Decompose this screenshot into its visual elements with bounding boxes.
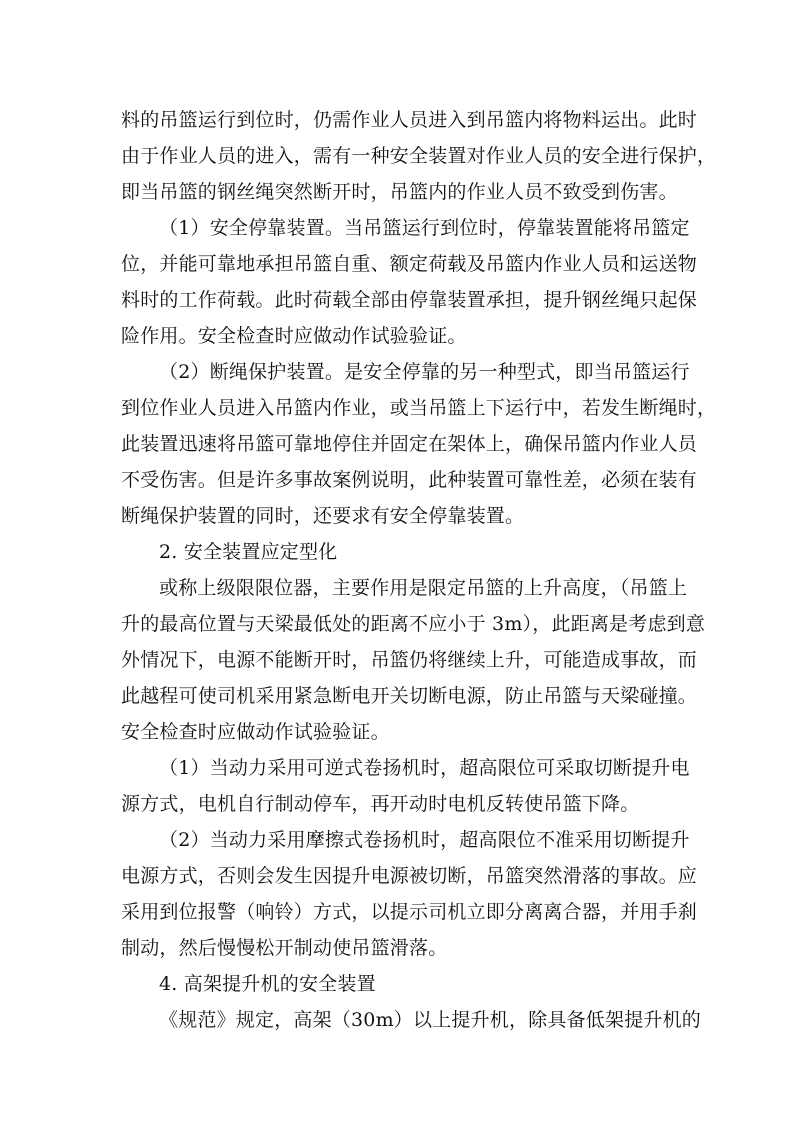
text-line: （1）当动力采用可逆式卷扬机时，超高限位可采取切断提升电 [159, 757, 690, 779]
text-line: （2）断绳保护装置。是安全停靠的另一种型式，即当吊篮运行 [159, 361, 690, 383]
text-line: （1）安全停靠装置。当吊篮运行到位时，停靠装置能将吊篮定 [159, 217, 690, 239]
text-line: 升的最高位置与天梁最低处的距离不应小于 3m），此距离是考虑到意 [121, 613, 706, 635]
text-line: 到位作业人员进入吊篮内作业，或当吊篮上下运行中，若发生断绳时， [121, 397, 717, 419]
section-heading: 2. 安全装置应定型化 [159, 541, 338, 563]
text-line: 采用到位报警（响铃）方式，以提示司机立即分离离合器，并用手刹 [121, 901, 698, 923]
text-line: 料时的工作荷载。此时荷载全部由停靠装置承担，提升钢丝绳只起保 [121, 289, 698, 311]
text-line: 安全检查时应做动作试验验证。 [121, 721, 390, 743]
text-line: 不受伤害。但是许多事故案例说明，此种装置可靠性差，必须在装有 [121, 469, 698, 491]
text-line: （2）当动力采用摩擦式卷扬机时，超高限位不准采用切断提升 [159, 829, 690, 851]
text-line: 险作用。安全检查时应做动作试验验证。 [121, 325, 467, 347]
text-line: 由于作业人员的进入，需有一种安全装置对作业人员的安全进行保护， [121, 145, 717, 167]
text-line: 外情况下，电源不能断开时，吊篮仍将继续上升，可能造成事故，而 [121, 649, 698, 671]
text-line: 位，并能可靠地承担吊篮自重、额定荷载及吊篮内作业人员和运送物 [121, 253, 698, 275]
text-line: 或称上级限限位器，主要作用是限定吊篮的上升高度，（吊篮上 [159, 577, 688, 599]
text-line: 源方式，电机自行制动停车，再开动时电机反转使吊篮下降。 [121, 793, 640, 815]
text-line: 断绳保护装置的同时，还要求有安全停靠装置。 [121, 505, 525, 527]
text-line: 电源方式，否则会发生因提升电源被切断，吊篮突然滑落的事故。应 [121, 865, 698, 887]
text-line: 此越程可使司机采用紧急断电开关切断电源，防止吊篮与天梁碰撞。 [121, 685, 698, 707]
text-line: 《规范》规定，高架（30m）以上提升机，除具备低架提升机的 [159, 1009, 701, 1031]
section-heading: 4. 高架提升机的安全装置 [159, 973, 376, 995]
text-line: 制动，然后慢慢松开制动使吊篮滑落。 [121, 937, 448, 959]
text-line: 此装置迅速将吊篮可靠地停住并固定在架体上，确保吊篮内作业人员 [121, 433, 698, 455]
text-line: 料的吊篮运行到位时，仍需作业人员进入到吊篮内将物料运出。此时 [121, 109, 698, 131]
text-line: 即当吊篮的钢丝绳突然断开时，吊篮内的作业人员不致受到伤害。 [121, 181, 678, 203]
